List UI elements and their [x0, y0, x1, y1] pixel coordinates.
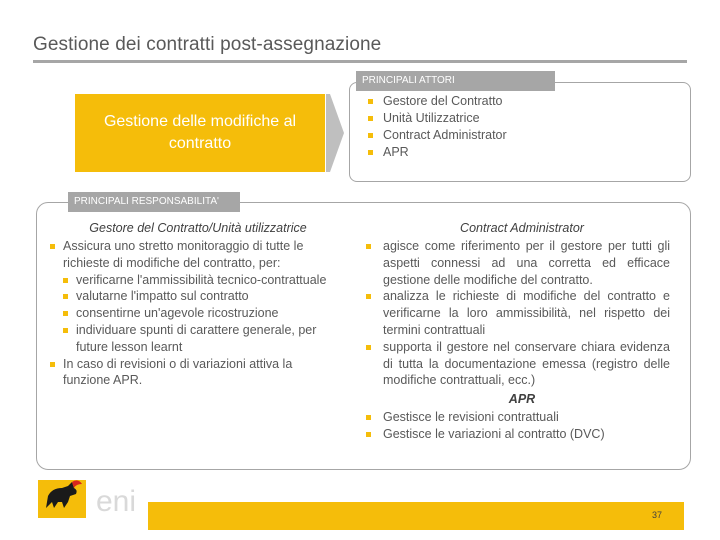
list-item: agisce come riferimento per il gestore per tutti gli aspetti connessi ad una corretta ed efficace gestione delle modifiche del contratto. [366, 238, 670, 288]
list-item: supporta il gestore nel conservare chiara evidenza di tutta la documentazione emessa (registro delle modifiche contrattuali, ecc.) [366, 339, 670, 389]
footer-bar [148, 502, 684, 530]
list-item: Gestisce le revisioni contrattuali [366, 409, 670, 426]
actors-tag: PRINCIPALI ATTORI [356, 71, 555, 91]
sub-list-item: verificarne l'ammissibilità tecnico-contrattuale [63, 272, 336, 289]
title-divider [33, 60, 687, 63]
right-responsibilities-list [366, 238, 670, 389]
list-item [50, 238, 336, 356]
responsibilities-tag: PRINCIPALI RESPONSABILITA' [68, 192, 240, 212]
list-item: analizza le richieste di modifiche del contratto e verificarne la loro ammissibilità, nel rispetto dei termini contrattuali [366, 288, 670, 338]
chevron-arrow-icon [326, 94, 344, 172]
actor-item: Gestore del Contratto [368, 93, 507, 110]
sub-list [63, 272, 336, 356]
page-title: Gestione dei contratti post-assegnazione [33, 34, 382, 55]
eni-logo-text: eni [96, 485, 137, 518]
page-number: 37 [652, 510, 663, 520]
apr-heading: APR [508, 392, 536, 406]
actor-item: Unità Utilizzatrice [368, 110, 507, 127]
list-item-text: Assicura uno stretto monitoraggio di tutte le richieste di modifiche del contratto, per: [63, 239, 304, 270]
sub-list-item: individuare spunti di carattere generale, per future lesson learnt [63, 322, 336, 356]
left-column-heading: Gestore del Contratto/Unità utilizzatrice [89, 221, 307, 235]
actor-item: Contract Administrator [368, 127, 507, 144]
process-box [75, 94, 325, 172]
sub-list-item: valutarne l'impatto sul contratto [63, 288, 336, 305]
apr-list [366, 409, 670, 443]
list-item: In caso di revisioni o di variazioni attiva la funzione APR. [50, 356, 336, 390]
actor-item: APR [368, 144, 507, 161]
right-column-heading: Contract Administrator [460, 221, 584, 235]
eni-logo-icon [38, 478, 148, 522]
list-item: Gestisce le variazioni al contratto (DVC) [366, 426, 670, 443]
process-label: Gestione delle modifiche al contratto [103, 113, 297, 152]
left-responsibilities-list [50, 238, 336, 389]
sub-list-item: consentirne un'agevole ricostruzione [63, 305, 336, 322]
actors-list [368, 93, 507, 161]
